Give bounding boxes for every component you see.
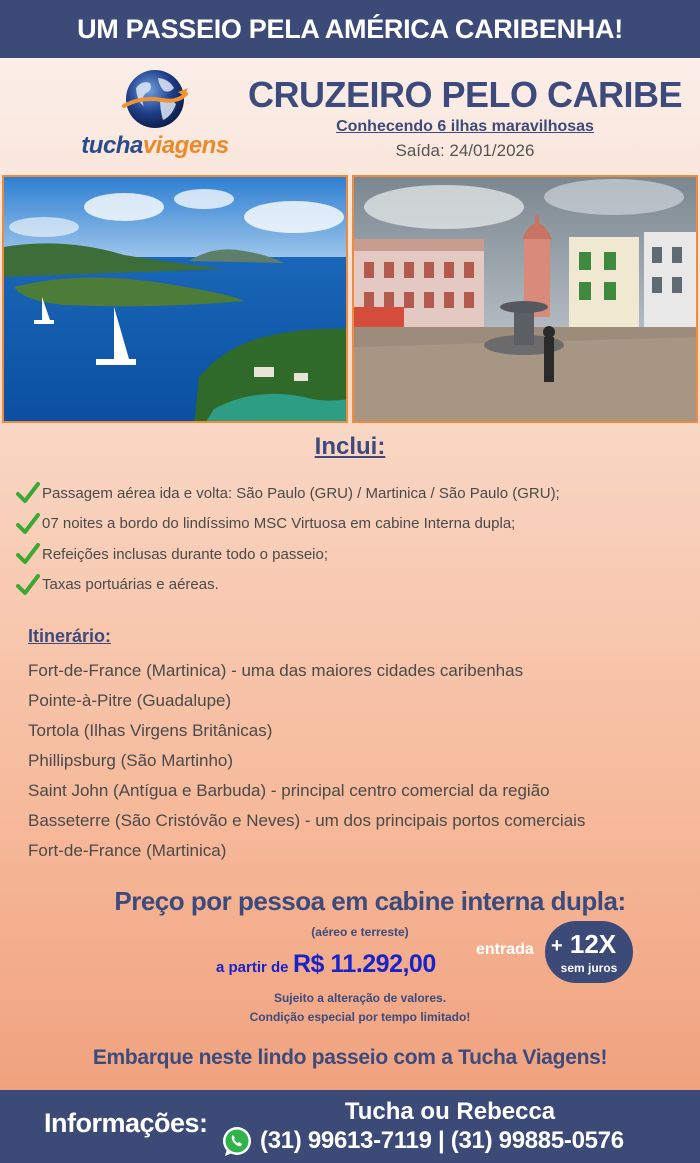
- checkmark-icon: [16, 512, 40, 536]
- brand-name: [70, 132, 240, 160]
- price-title: Preço por pessoa em cabine interna dupla:: [114, 886, 626, 916]
- departure-date: Saída: 24/01/2026: [395, 141, 535, 160]
- installments-count: 12X: [569, 929, 617, 959]
- headline-title: CRUZEIRO PELO CARIBE: [247, 74, 683, 115]
- installments-note: sem juros: [560, 961, 618, 975]
- price-disclaimer: [200, 989, 520, 1027]
- include-item-text: Refeições inclusas durante todo o passeio;: [42, 545, 329, 563]
- price-amount: R$ 11.292,00: [292, 950, 436, 978]
- price-prefix: a partir de: [216, 959, 289, 976]
- disclaimer-line-2: Condição especial por tempo limitado!: [249, 1010, 471, 1024]
- contact-phones[interactable]: (31) 99613-7119 | (31) 99885-0576: [260, 1127, 624, 1154]
- list-item: [16, 509, 696, 540]
- list-item: Pointe-à-Pitre (Guadalupe): [28, 691, 232, 710]
- headline-block: [240, 74, 690, 161]
- installments-plus: +: [551, 935, 563, 957]
- banner-title: UM PASSEIO PELA AMÉRICA CARIBENHA!: [77, 13, 623, 44]
- list-item: Fort-de-France (Martinica): [28, 841, 227, 860]
- checkmark-icon: [16, 481, 40, 505]
- list-item: Phillipsburg (São Martinho): [28, 751, 234, 770]
- caribbean-bay-photo: [2, 175, 348, 423]
- list-item: Saint John (Antígua e Barbuda) - principal centro comercial da região: [28, 781, 550, 800]
- list-item: [16, 539, 696, 570]
- tucha-viagens-logo: [70, 64, 240, 164]
- itinerary-title: Itinerário:: [28, 626, 112, 646]
- list-item: Basseterre (São Cristóvão e Neves) - um dos principais portos comerciais: [28, 811, 586, 830]
- list-item: Fort-de-France (Martinica) - uma das maiores cidades caribenhas: [28, 661, 524, 680]
- includes-list: [16, 478, 696, 600]
- list-item: Tortola (Ilhas Virgens Britânicas): [28, 721, 273, 740]
- disclaimer-line-1: Sujeito a alteração de valores.: [273, 991, 447, 1005]
- info-label: Informações:: [44, 1108, 208, 1138]
- brand-name-part1: tucha: [81, 132, 143, 159]
- installments-badge: [545, 921, 633, 983]
- whatsapp-icon[interactable]: [220, 1125, 254, 1159]
- brand-name-part2: viagens: [142, 132, 229, 159]
- fort-de-france-square-photo: [352, 175, 698, 423]
- itinerary-list: [28, 656, 585, 866]
- entrada-label: entrada: [476, 941, 534, 958]
- checkmark-icon: [16, 542, 40, 566]
- cta-text: Embarque neste lindo passeio com a Tucha Viagens!: [92, 1046, 608, 1069]
- headline-subtitle: Conhecendo 6 ilhas maravilhosas: [336, 118, 594, 135]
- globe-plane-icon: [122, 66, 188, 132]
- top-banner: [0, 0, 700, 58]
- includes-title: [0, 433, 700, 461]
- list-item: [16, 570, 696, 601]
- price-line: [216, 950, 436, 979]
- checkmark-icon: [16, 573, 40, 597]
- include-item-text: Passagem aérea ida e volta: São Paulo (GRU) / Martinica / São Paulo (GRU);: [42, 484, 560, 502]
- include-item-text: Taxas portuárias e aéreas.: [42, 576, 219, 594]
- price-note: (aéreo e terreste): [311, 925, 409, 939]
- contact-footer: [0, 1090, 700, 1163]
- includes-title-text: Inclui:: [314, 433, 386, 460]
- include-item-text: 07 noites a bordo do lindíssimo MSC Virtuosa em cabine Interna dupla;: [42, 515, 516, 533]
- contact-names: Tucha ou Rebecca: [344, 1098, 556, 1125]
- list-item: [16, 478, 696, 509]
